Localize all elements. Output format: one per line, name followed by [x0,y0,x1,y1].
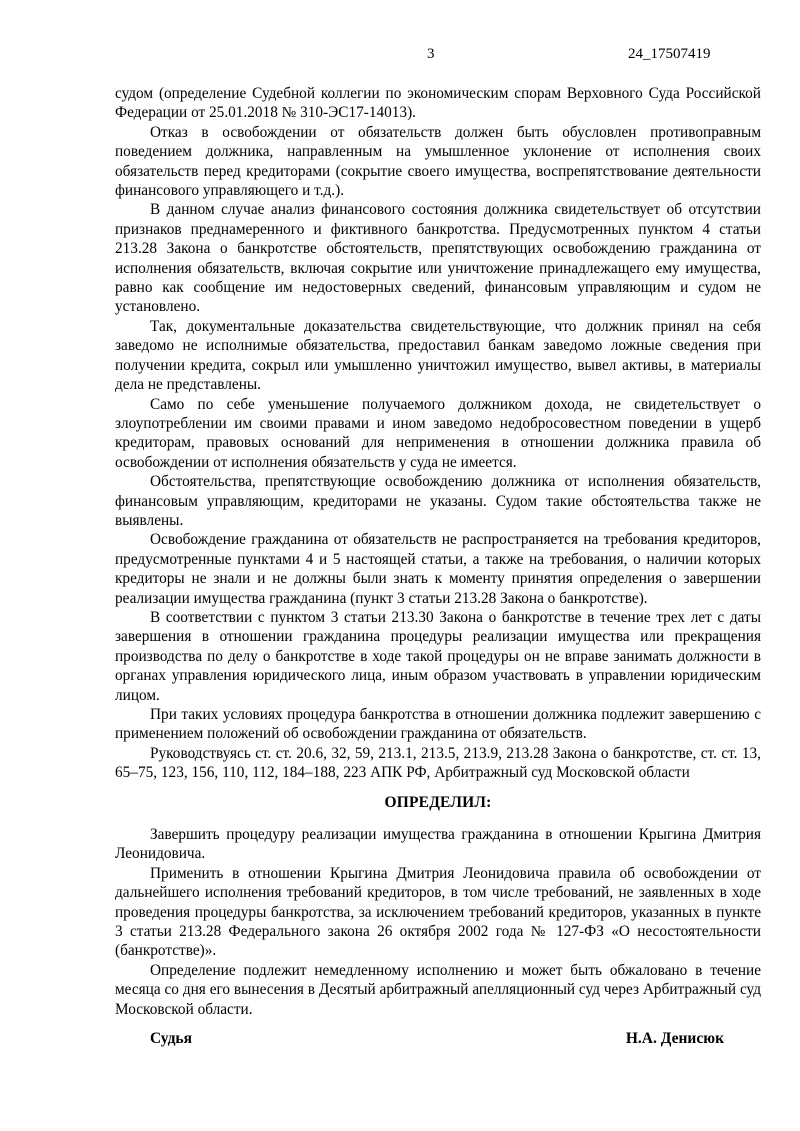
resolution-heading: ОПРЕДЕЛИЛ: [384,793,492,811]
paragraph: Отказ в освобождении от обязательств должен быть обусловлен противоправным поведением должника, направленным на умышленное уклонение от исполнения своих обязательств перед кредиторами (сокрытие своего имущества, воспрепятствование деятельности финансового управляющего и т.д.). [115,123,761,200]
paragraph-continuation: судом (определение Судебной коллегии по экономическим спорам Верховного Суда Российской Федерации от 25.01.2018 № 310-ЭС17-14013). [115,85,761,122]
judge-title: Судья [150,1030,193,1047]
paragraph: Само по себе уменьшение получаемого должником дохода, не свидетельствует о злоупотреблении им своими правами и ином заведомо недобросовестном поведении в ущерб кредиторам, правовых оснований для неприменения в отношении должника правила об освобождении от исполнения обязательств у суда не имеется. [115,395,761,471]
paragraph: При таких условиях процедура банкротства в отношении должника подлежит завершению с применением положений об освобождении гражданина от обязательств. [115,706,761,743]
judge-name: Н.А. Денисюк [625,1030,724,1047]
paragraph: В соответствии с пунктом 3 статьи 213.30 Закона о банкротстве в течение трех лет с даты завершения в отношении гражданина процедуры реализации имущества или прекращения производства по делу о банкротстве в ходе такой процедуры он не вправе занимать должности в органах управления юридического лица, иным образом участвовать в управлении юридическим лицом. [115,608,761,704]
paragraph: Руководствуясь ст. ст. 20.6, 32, 59, 213.1, 213.5, 213.9, 213.28 Закона о банкротстве, ст. ст. 13, 65–75, 123, 156, 110, 112, 184–188, 223 АПК РФ, Арбитражный суд Московской области [115,744,761,782]
paragraph: В данном случае анализ финансового состояния должника свидетельствует об отсутствии признаков преднамеренного и фиктивного банкротства. Предусмотренных пунктом 4 статьи 213.28 Закона о банкротстве обстоятельств, препятствующих освобождению гражданина от исполнения обязательств, включая сокрытие или уничтожение принадлежащего ему имущества, равно как сообщение им недостоверных сведений, финансовым управляющим и судом не установлено. [115,201,761,316]
paragraph: Освобождение гражданина от обязательств не распространяется на требования кредиторов, предусмотренные пунктами 4 и 5 настоящей статьи, а также на требования, о наличии которых кредиторы не знали и не должны были знать к моменту принятия определения о завершении реализации имущества гражданина (пункт 3 статьи 213.28 Закона о банкротстве). [115,531,761,607]
paragraph: Обстоятельства, препятствующие освобождению должника от исполнения обязательств, финансовым управляющим, кредиторами не указаны. Судом такие обстоятельства также не выявлены. [115,473,761,529]
document-body [115,84,761,1019]
page-header [0,46,800,70]
resolution-paragraph: Применить в отношении Крыгина Дмитрия Леонидовича правила об освобождении от дальнейшего исполнения требований кредиторов, в том числе требований, не заявленных в ходе проведения процедуры банкротства, за исключением требований кредиторов, указанных в пункте 3 статьи 213.28 Федерального закона 26 октября 2002 года № 127-ФЗ «О несостоятельности (банкротстве)». [115,864,761,960]
paragraph: Так, документальные доказательства свидетельствующие, что должник принял на себя заведомо не исполнимые обязательства, предоставил банкам заведомо ложные сведения при получении кредита, сокрыл или умышленно уничтожил имущество, вывел активы, в материалы дела не представлены. [115,317,761,394]
page-number: 3 [427,46,435,62]
resolution-paragraph: Завершить процедуру реализации имущества гражданина в отношении Крыгина Дмитрия Леонидовича. [115,826,761,863]
resolution-paragraph: Определение подлежит немедленному исполнению и может быть обжаловано в течение месяца со дня его вынесения в Десятый арбитражный апелляционный суд через Арбитражный суд Московской области. [115,961,761,1018]
signature-block [150,1030,724,1052]
case-number: 24_17507419 [628,46,711,62]
